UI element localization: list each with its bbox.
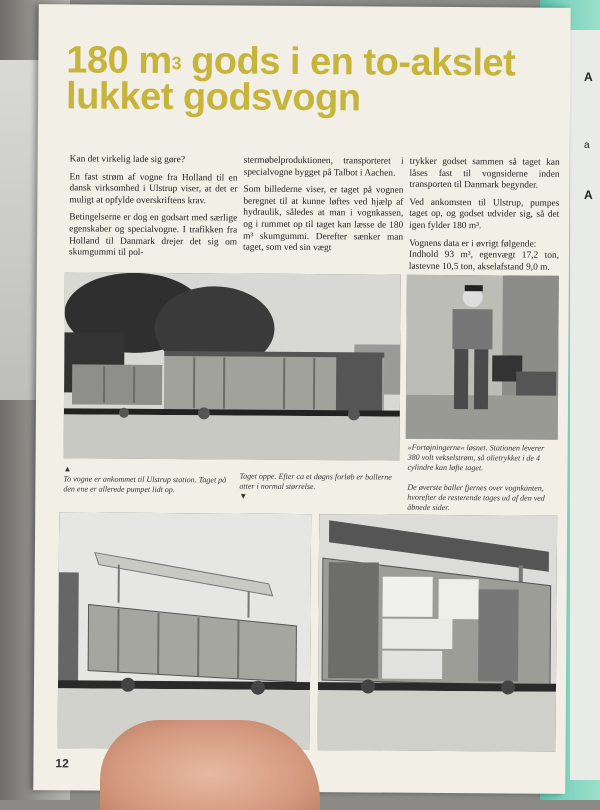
- photo-roof-lifted: [58, 512, 312, 750]
- caption-moorings: [407, 443, 557, 474]
- photo-wagons-at-station: [64, 272, 401, 460]
- page-number: 12: [55, 756, 68, 770]
- paragraph: stermøbelproduktionen, transporteret i specialvogne bygget på Talbot i Aachen.: [244, 156, 404, 180]
- right-page-edge: [570, 30, 600, 780]
- caption-text: De øverste baller fjernes over vognkanten, hvorefter de resterende tages ud af den ved åbnede sider.: [407, 483, 545, 512]
- caption-text: »Fortøjningerne« løsnet. Stationen leverer 380 volt vekselstrøm, så olietrykket i de 4 cylindre kan løfte taget.: [407, 443, 544, 473]
- caption-arrow-down: ▼: [239, 492, 399, 503]
- right-page-letter: A: [584, 70, 593, 84]
- photo-man-at-wagon: [406, 275, 559, 440]
- text-column-1: [69, 154, 238, 266]
- paragraph: En fast strøm af vogne fra Holland til en dansk virksomhed i Ulstrup viser, at det er muligt at opfylde overskriftens krav.: [69, 172, 237, 208]
- photo-roof-lifted-graphic: [58, 512, 312, 750]
- magazine-page: [33, 4, 570, 794]
- caption-arrow-up: ▲: [63, 464, 233, 475]
- paragraph: Som billederne viser, er taget på vognen beregnet til at kunne løftes ved hjælp af hydraulik, således at man i vognkassen, og i rummet op til taget kan læsse de 180 m³ skumgummi. Derefter sænker man taget, som ved sin vægt: [243, 185, 403, 256]
- caption-roof-up: [239, 472, 399, 503]
- photo-man-graphic: [406, 275, 559, 440]
- caption-text: To vogne er ankommet til Ulstrup station. Taget på den ene er allerede pumpet lidt op.: [63, 474, 226, 494]
- right-page-letter: A: [584, 188, 593, 202]
- text-column-2: [243, 156, 404, 262]
- paragraph: trykker godset sammen så taget kan låses fast til vognsiderne inden transporten til Danmark begynder.: [409, 157, 559, 193]
- paragraph: Ved ankomsten til Ulstrup, pumpes taget op, og godset udvider sig, så det igen fylder 180 m³.: [409, 198, 559, 234]
- paragraph: Kan det virkelig lade sig gøre?: [70, 154, 238, 167]
- text-column-3: [409, 157, 560, 280]
- right-page-letter: a: [584, 140, 590, 151]
- article-title: [66, 42, 566, 117]
- photo-bales-graphic: [318, 514, 558, 752]
- paragraph: Betingelserne er dog en godsart med særlige egenskaber og specialvogne. I trafikken fra Holland til Danmark drejer det sig om skumgummi til pol-: [69, 213, 237, 261]
- title-line1-pre: 180 m: [66, 39, 172, 82]
- photo-wagons-graphic: [64, 272, 401, 460]
- caption-station: [63, 464, 233, 495]
- caption-bales: [407, 483, 557, 514]
- paragraph: Vognens data er i øvrigt følgende:: [409, 238, 559, 251]
- title-sup: 3: [172, 53, 182, 73]
- title-line1-post: gods i en to-akslet: [181, 40, 515, 84]
- caption-text: Taget oppe. Efter ca et døgns forløb er ballerne atter i normal størrelse.: [239, 472, 391, 492]
- title-line2: lukket godsvogn: [66, 75, 361, 119]
- paragraph: Indhold 93 m³, egenvægt 17,2 ton, lastevne 10,5 ton, akselafstand 9,0 m.: [409, 250, 559, 274]
- photo-bales-removed: [318, 514, 558, 752]
